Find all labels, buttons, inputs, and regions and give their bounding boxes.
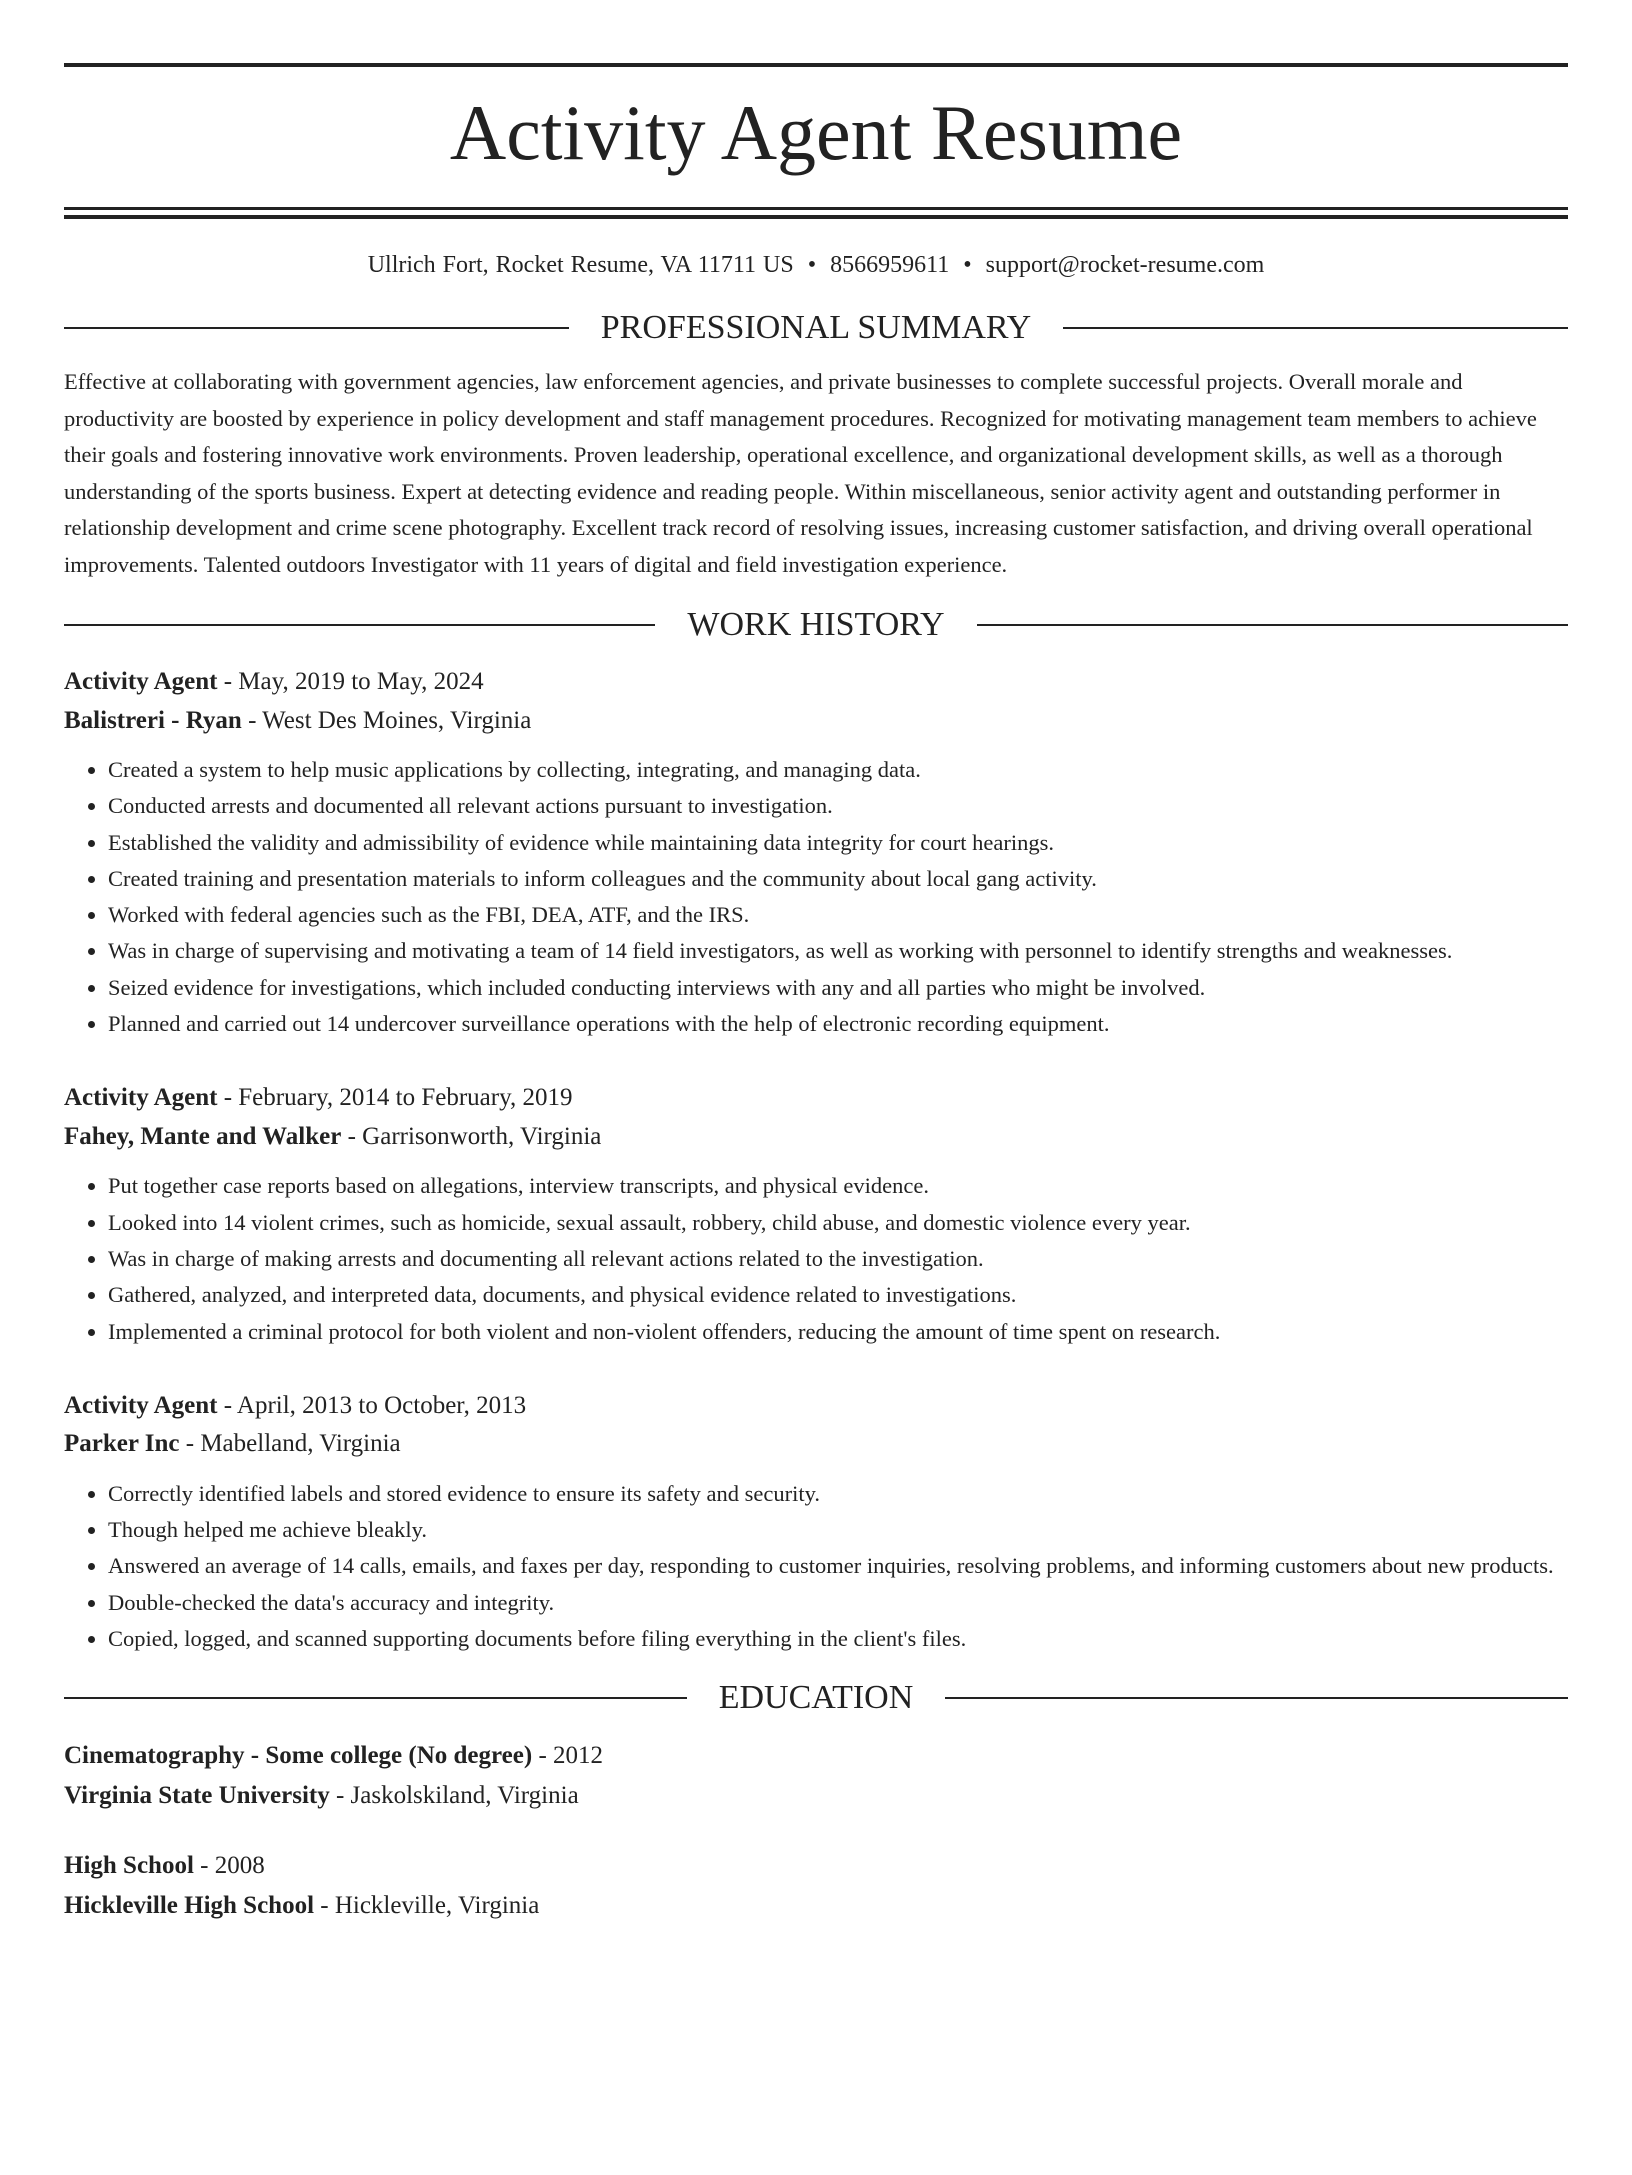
job-dates: - February, 2014 to February, 2019: [217, 1084, 573, 1112]
summary-paragraph: Effective at collaborating with government agencies, law enforcement agencies, and private businesses to complete successful projects. Overall morale and productivity are boosted by experience in policy development and staff management procedures. Recognized for motivating management team members to achieve their goals and fostering innovative work environments. Proven leadership, operational excellence, and organizational development skills, as well as a thorough understanding of the sports business. Expert at detecting evidence and reading people. Within miscellaneous, senior activity agent and outstanding performer in relationship development and crime scene photography. Excellent track record of resolving issues, increasing customer satisfaction, and driving overall operational improvements. Talented outdoors Investigator with 11 years of digital and field investigation experience.: [64, 369, 1537, 577]
job-dates: - April, 2013 to October, 2013: [217, 1391, 527, 1419]
education-school-line: [64, 1776, 1568, 1816]
section-heading-label: EDUCATION: [718, 1679, 914, 1717]
job-title-line: [64, 1079, 1568, 1118]
job-entry: [64, 1079, 1568, 1349]
job-dates: - May, 2019 to May, 2024: [217, 668, 484, 695]
job-bullet: • Was in charge of making arrests and documenting all relevant actions related to the investigation.: [108, 1241, 1568, 1277]
job-company: Fahey, Mante and Walker: [64, 1122, 342, 1150]
education-location: - Jaskolskiland, Virginia: [329, 1782, 579, 1810]
education-school-line: [64, 1886, 1568, 1926]
education-school: Virginia State University: [64, 1782, 330, 1810]
heading-rule-left: [64, 1697, 687, 1699]
education-entry: [64, 1736, 1568, 1816]
contact-phone: 8566959611: [830, 252, 950, 278]
section-heading-education: [64, 1678, 1568, 1718]
job-bullet: • Planned and carried out 14 undercover surveillance operations with the help of electronic recording equipment.: [108, 1006, 1568, 1042]
education-school: Hickleville High School: [64, 1892, 315, 1920]
job-location: - West Des Moines, Virginia: [241, 706, 532, 734]
job-bullet: • Copied, logged, and scanned supporting documents before filing everything in the client's files.: [108, 1621, 1568, 1657]
job-company-line: [64, 1118, 1568, 1157]
job-title: Activity Agent: [64, 668, 218, 695]
section-heading-label: PROFESSIONAL SUMMARY: [600, 309, 1032, 346]
education-degree: Cinematography - Some college (No degree): [64, 1742, 533, 1770]
job-title: Activity Agent: [64, 1084, 218, 1112]
heading-rule-right: [945, 1697, 1568, 1699]
job-company: Parker Inc: [64, 1430, 180, 1458]
job-company-line: [64, 1425, 1568, 1464]
job-title: Activity Agent: [64, 1391, 218, 1419]
job-company: Balistreri - Ryan: [64, 706, 242, 734]
heading-rule-right: [977, 624, 1568, 626]
contact-separator: •: [963, 252, 972, 278]
job-location: - Garrisonworth, Virginia: [341, 1122, 602, 1150]
section-heading-work-history: [64, 605, 1568, 645]
job-title-line: [64, 1387, 1568, 1426]
job-bullet: • Implemented a criminal protocol for both violent and non-violent offenders, reducing the amount of time spent on research.: [108, 1314, 1568, 1350]
job-bullet-list: [64, 752, 1568, 1042]
job-entry: [64, 663, 1568, 1042]
resume-page: [0, 63, 1632, 2175]
contact-line: [64, 250, 1568, 280]
job-bullet: • Created a system to help music applications by collecting, integrating, and managing data.: [108, 752, 1568, 788]
job-bullet: • Established the validity and admissibility of evidence while maintaining data integrity for court hearings.: [108, 825, 1568, 861]
contact-email: support@rocket-resume.com: [985, 252, 1265, 278]
resume-title: Activity Agent Resume: [449, 89, 1183, 176]
education-entry: [64, 1846, 1568, 1926]
job-bullet: • Seized evidence for investigations, which included conducting interviews with any and all parties who might be involved.: [108, 970, 1568, 1006]
job-title-line: [64, 663, 1568, 702]
job-bullet: • Was in charge of supervising and motivating a team of 14 field investigators, as well as working with personnel to identify strengths and weaknesses.: [108, 933, 1568, 969]
job-bullet: • Looked into 14 violent crimes, such as homicide, sexual assault, robbery, child abuse, and domestic violence every year.: [108, 1205, 1568, 1241]
job-bullet: • Correctly identified labels and stored evidence to ensure its safety and security.: [108, 1476, 1568, 1512]
job-bullet-list: [64, 1476, 1568, 1657]
job-bullet: • Gathered, analyzed, and interpreted data, documents, and physical evidence related to investigations.: [108, 1277, 1568, 1313]
heading-rule-left: [64, 327, 569, 329]
job-bullet: • Double-checked the data's accuracy and integrity.: [108, 1585, 1568, 1621]
job-entry: [64, 1387, 1568, 1657]
heading-rule-right: [1063, 327, 1568, 329]
job-bullet: • Conducted arrests and documented all relevant actions pursuant to investigation.: [108, 788, 1568, 824]
job-bullet-list: [64, 1168, 1568, 1349]
contact-address: Ullrich Fort, Rocket Resume, VA 11711 US: [367, 252, 794, 278]
title-double-rule: [64, 207, 1568, 219]
heading-rule-left: [64, 624, 655, 626]
education-year: - 2008: [193, 1852, 265, 1880]
contact-separator: •: [807, 252, 817, 278]
education-degree: High School: [64, 1852, 194, 1880]
job-bullet: • Put together case reports based on allegations, interview transcripts, and physical evidence.: [108, 1168, 1568, 1204]
education-year: - 2012: [532, 1742, 604, 1770]
job-location: - Mabelland, Virginia: [179, 1430, 401, 1458]
education-location: - Hickleville, Virginia: [314, 1892, 540, 1920]
job-bullet: • Though helped me achieve bleakly.: [108, 1512, 1568, 1548]
education-degree-line: [64, 1736, 1568, 1776]
section-heading-label: WORK HISTORY: [687, 606, 945, 643]
job-bullet: • Answered an average of 14 calls, emails, and faxes per day, responding to customer inquiries, resolving problems, and informing customers about new products.: [108, 1548, 1568, 1584]
section-heading-summary: [64, 308, 1568, 348]
job-bullet: • Worked with federal agencies such as the FBI, DEA, ATF, and the IRS.: [108, 897, 1568, 933]
education-degree-line: [64, 1846, 1568, 1886]
job-bullet: • Created training and presentation materials to inform colleagues and the community about local gang activity.: [108, 861, 1568, 897]
job-company-line: [64, 702, 1568, 741]
top-rule: [64, 63, 1568, 67]
